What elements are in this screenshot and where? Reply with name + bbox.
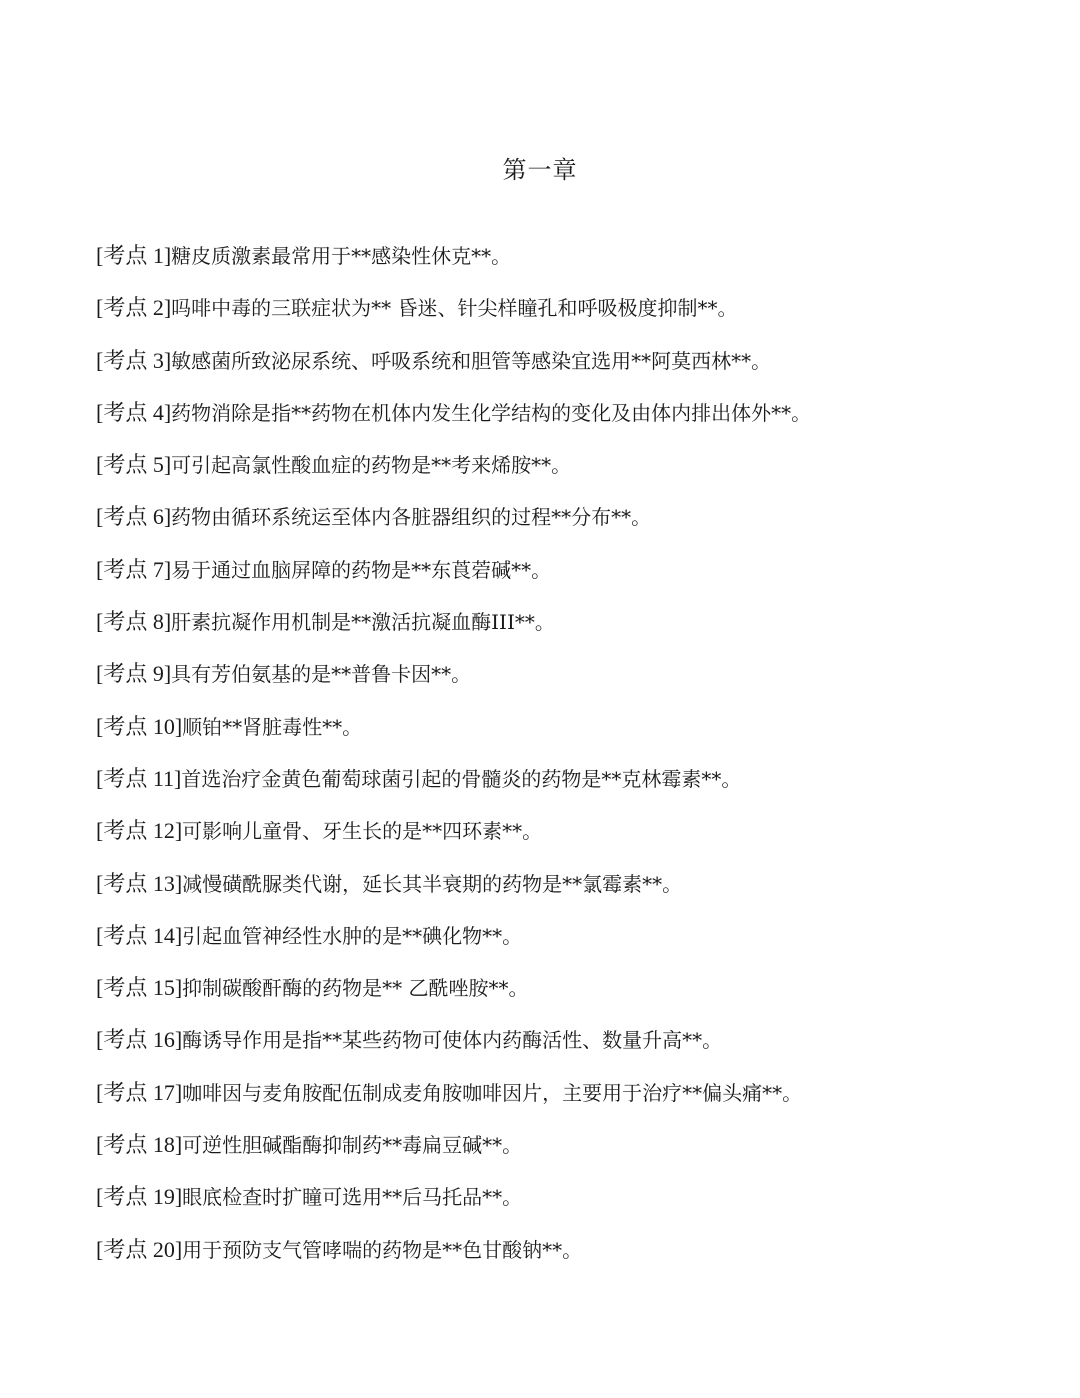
exam-point-label: [考点 5] [96, 452, 172, 478]
exam-point-text: 具有芳伯氨基的是**普鲁卡因**。 [171, 662, 472, 687]
exam-point-label: [考点 2] [96, 295, 172, 321]
exam-point-label: [考点 18] [96, 1132, 183, 1158]
exam-point [96, 654, 1036, 706]
exam-point [96, 445, 1036, 497]
exam-point [96, 393, 1036, 445]
exam-point-text: 肝素抗凝作用机制是**激活抗凝血酶III**。 [171, 610, 555, 635]
exam-point [96, 968, 1036, 1020]
exam-point [96, 288, 1036, 340]
exam-point [96, 602, 1036, 654]
exam-point [96, 497, 1036, 549]
exam-points-list [96, 236, 1036, 1282]
exam-point-text: 可影响儿童骨、牙生长的是**四环素**。 [182, 819, 543, 844]
exam-point [96, 916, 1036, 968]
exam-point-label: [考点 8] [96, 609, 172, 635]
exam-point-label: [考点 16] [96, 1027, 183, 1053]
exam-point [96, 707, 1036, 759]
exam-point-text: 易于通过血脑屏障的药物是**东莨菪碱**。 [171, 557, 552, 582]
exam-point-text: 咖啡因与麦角胺配伍制成麦角胺咖啡因片，主要用于治疗**偏头痛**。 [182, 1080, 803, 1105]
exam-point-text: 抑制碳酸酐酶的药物是** 乙酰唑胺**。 [182, 976, 529, 1001]
exam-point-label: [考点 10] [96, 713, 183, 739]
exam-point-text: 可逆性胆碱酯酶抑制药**毒扁豆碱**。 [182, 1133, 523, 1158]
exam-point-text: 减慢磺酰脲类代谢，延长其半衰期的药物是**氯霉素**。 [182, 871, 683, 896]
exam-point [96, 341, 1036, 393]
exam-point-text: 首选治疗金黄色葡萄球菌引起的骨髓炎的药物是**克林霉素**。 [181, 766, 742, 791]
exam-point [96, 1073, 1036, 1125]
exam-point-text: 糖皮质激素最常用于**感染性休克**。 [171, 244, 512, 268]
exam-point [96, 811, 1036, 863]
exam-point-text: 眼底检查时扩瞳可选用**后马托品**。 [182, 1185, 523, 1210]
exam-point [96, 864, 1036, 916]
exam-point-label: [考点 15] [96, 975, 183, 1001]
exam-point-label: [考点 19] [96, 1184, 183, 1210]
exam-point-label: [考点 20] [96, 1236, 183, 1262]
exam-point-text: 药物由循环系统运至体内各脏器组织的过程**分布**。 [171, 505, 652, 530]
exam-point-text: 药物消除是指**药物在机体内发生化学结构的变化及由体内排出体外**。 [171, 400, 812, 425]
exam-point [96, 236, 1036, 288]
exam-point-label: [考点 12] [96, 818, 183, 844]
exam-point [96, 1125, 1036, 1177]
exam-point [96, 1177, 1036, 1229]
exam-point-label: [考点 14] [96, 922, 183, 948]
exam-point [96, 759, 1036, 811]
exam-point [96, 550, 1036, 602]
exam-point-text: 敏感菌所致泌尿系统、呼吸系统和胆管等感染宜选用**阿莫西林**。 [171, 348, 772, 373]
exam-point-text: 吗啡中毒的三联症状为** 昏迷、针尖样瞳孔和呼吸极度抑制**。 [171, 296, 738, 321]
exam-point-text: 酶诱导作用是指**某些药物可使体内药酶活性、数量升高**。 [182, 1028, 723, 1053]
exam-point-label: [考点 7] [96, 556, 172, 582]
exam-point-label: [考点 6] [96, 504, 172, 530]
exam-point-text: 用于预防支气管哮喘的药物是**色甘酸钠**。 [182, 1237, 583, 1262]
exam-point-text: 顺铂**肾脏毒性**。 [182, 714, 363, 739]
exam-point-label: [考点 4] [96, 399, 172, 425]
exam-point-text: 可引起高氯性酸血症的药物是**考来烯胺**。 [171, 453, 572, 478]
exam-point-label: [考点 3] [96, 347, 172, 373]
exam-point-label: [考点 11] [96, 765, 182, 791]
exam-point-label: [考点 1] [96, 243, 172, 268]
chapter-title: 第一章 [502, 156, 578, 184]
exam-point-label: [考点 9] [96, 661, 172, 687]
exam-point [96, 1020, 1036, 1072]
exam-point-label: [考点 13] [96, 870, 183, 896]
exam-point-text: 引起血管神经性水肿的是**碘化物**。 [182, 923, 523, 948]
exam-point-label: [考点 17] [96, 1079, 183, 1105]
exam-point [96, 1230, 1036, 1282]
